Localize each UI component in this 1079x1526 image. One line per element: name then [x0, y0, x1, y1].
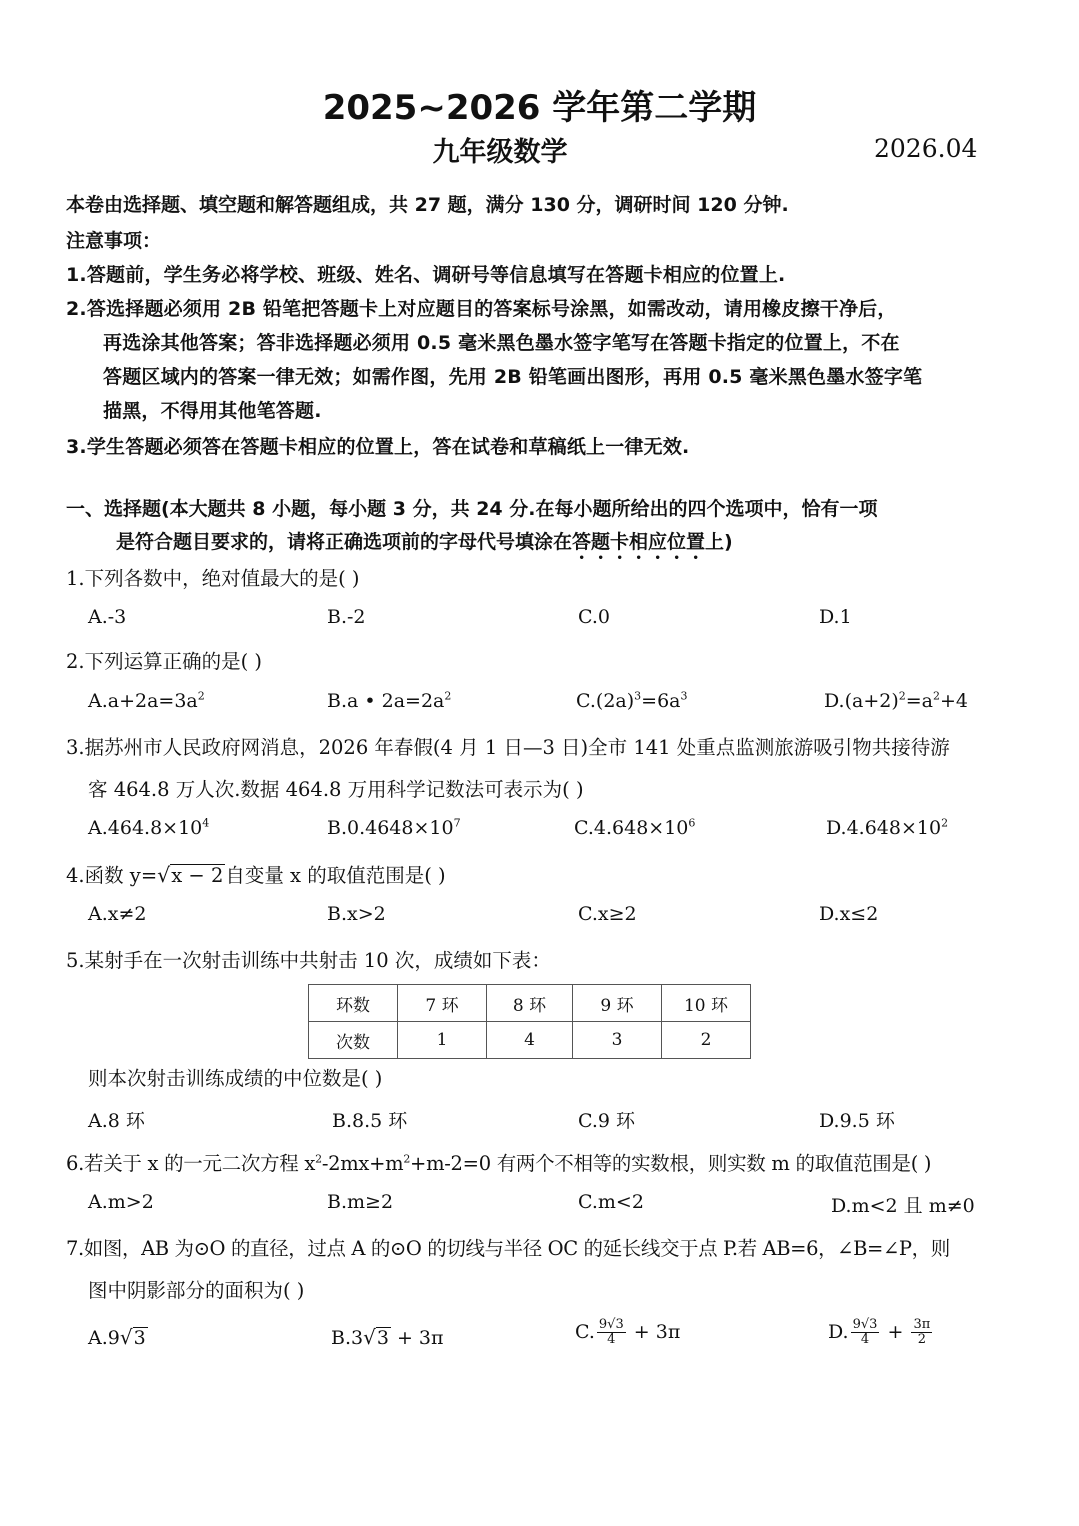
q7-option-a: A.9√3 [88, 1325, 146, 1349]
question-2: 2.下列运算正确的是( ) [66, 650, 263, 673]
question-3: 3.据苏州市人民政府网消息，2026 年春假(4 月 1 日—3 日)全市 141 处重点监测旅游吸引物共接待游 [66, 736, 950, 759]
note-item-2-line2: 再选涂其他答案；答非选择题必须用 0.5 毫米黑色墨水签字笔写在答题卡指定的位置上，不在 [103, 332, 900, 354]
table-cell: 8 环 [487, 985, 573, 1022]
table-cell: 1 [398, 1022, 487, 1059]
fraction: $\frac{3\pi}{2}$ [913, 1317, 931, 1348]
question-4: 4.函数 y=√x − 2 自变量 x 的取值范围是( ) [66, 863, 446, 887]
q6-option-a: A.m>2 [88, 1191, 154, 1213]
q4-option-a: A.x≠2 [88, 903, 147, 925]
q3-option-d: $D.4.648\times 10^2$ [826, 816, 949, 839]
q6-option-d: D.m<2 且 m≠0 [831, 1195, 975, 1217]
note-item-2-line3: 答题区域内的答案一律无效；如需作图，先用 2B 铅笔画出图形，再用 0.5 毫米黑色墨水签字笔 [103, 366, 923, 388]
q3-option-b: $B.0.4648\times 10^7$ [327, 816, 461, 839]
q3-option-c: $C.4.648\times 10^6$ [574, 816, 696, 839]
table-cell: 环数 [309, 985, 398, 1022]
table-cell: 4 [487, 1022, 573, 1059]
fraction: $\frac{9√3}{4}$ [852, 1317, 878, 1348]
note-item-1: 1.答题前，学生务必将学校、班级、姓名、调研号等信息填写在答题卡相应的位置上. [66, 264, 786, 286]
note-item-2-line4: 描黑，不得用其他笔答题. [103, 400, 322, 422]
q6-option-b: B.m≥2 [327, 1191, 394, 1213]
exam-date: 2026.04 [874, 134, 978, 163]
table-row [309, 985, 751, 1022]
section1-heading: 一、选择题(本大题共 8 小题，每小题 3 分，共 24 分.在每小题所给出的四个选项中，恰有一项 [66, 498, 878, 520]
note-item-2: 2.答选择题必须用 2B 铅笔把答题卡上对应题目的答案标号涂黑，如需改动，请用橡皮擦干净后， [66, 298, 897, 320]
q6-option-c: C.m<2 [578, 1191, 644, 1213]
question-1: 1.下列各数中，绝对值最大的是( ) [66, 567, 360, 590]
q5-option-c: C.9 环 [578, 1110, 636, 1132]
question-5-followup: 则本次射击训练成绩的中位数是( ) [88, 1067, 383, 1090]
note-item-3: 3.学生答题必须答在答题卡相应的位置上，答在试卷和草稿纸上一律无效. [66, 436, 690, 458]
q2-option-a: $A.a+2a=3a^2$ [88, 689, 205, 712]
question-5: 5.某射手在一次射击训练中共射击 10 次，成绩如下表： [66, 949, 551, 972]
exam-intro: 本卷由选择题、填空题和解答题组成，共 27 题，满分 130 分，调研时间 120 分钟. [66, 194, 789, 216]
radical-sign: √ [157, 863, 171, 887]
q1-option-b: B.-2 [327, 606, 366, 628]
q2-option-c: $C.(2a)^3=6a^3$ [576, 689, 688, 712]
question-3-line2: 客 464.8 万人次.数据 464.8 万用科学记数法可表示为( ) [88, 778, 584, 801]
radicand: x − 2 [171, 864, 224, 887]
section1-heading-line2: 是符合题目要求的，请将正确选项前的字母代号填涂在答题卡相应位置上) [116, 531, 733, 553]
q7-option-d: D. $\frac{9√3}{4}$ + $\frac{3\pi}{2}$ [828, 1317, 931, 1348]
q2-option-b: B.a • $2a=2a^2$ [327, 689, 452, 712]
question-7: 7.如图，AB 为⊙O 的直径，过点 A 的⊙O 的切线与半径 OC 的延长线交于点 P.若 AB=6，∠B=∠P，则 [66, 1237, 950, 1260]
question-7-line2: 图中阴影部分的面积为( ) [88, 1279, 305, 1302]
q1-option-c: C.0 [578, 606, 610, 628]
q5-option-a: A.8 环 [88, 1110, 145, 1132]
emphasis-dots: 答题卡相应位置 [572, 531, 706, 553]
q1-option-a: A.-3 [88, 606, 127, 628]
exam-title: 2025~2026 学年第二学期 [322, 88, 757, 128]
fraction: $\frac{9√3}{4}$ [598, 1317, 624, 1348]
q7-option-c: C. $\frac{9√3}{4}$ + 3π [575, 1317, 681, 1348]
score-table [308, 984, 751, 1059]
notes-heading: 注意事项： [66, 230, 162, 252]
table-cell: 3 [573, 1022, 662, 1059]
table-cell: 10 环 [662, 985, 751, 1022]
table-cell: 7 环 [398, 985, 487, 1022]
question-6: 6.若关于 x 的一元二次方程 $x^2-2mx+m^2+m-2=0$ 有两个不相等的实数根，则实数 m 的取值范围是( ) [66, 1152, 932, 1175]
q5-option-b: B.8.5 环 [332, 1110, 408, 1132]
table-row [309, 1022, 751, 1059]
q4-option-b: B.x>2 [327, 903, 386, 925]
q1-option-d: D.1 [819, 606, 852, 628]
table-cell: 2 [662, 1022, 751, 1059]
exam-subject: 九年级数学 [432, 137, 568, 168]
q5-option-d: D.9.5 环 [819, 1110, 895, 1132]
q2-option-d: $D.(a+2)^2=a^2+4$ [824, 689, 969, 712]
table-cell: 9 环 [573, 985, 662, 1022]
q7-option-b: B.3√3 + 3π [331, 1325, 444, 1349]
q4-option-d: D.x≤2 [819, 903, 879, 925]
table-cell: 次数 [309, 1022, 398, 1059]
q4-option-c: C.x≥2 [578, 903, 637, 925]
q3-option-a: $A.464.8\times 10^4$ [88, 816, 210, 839]
